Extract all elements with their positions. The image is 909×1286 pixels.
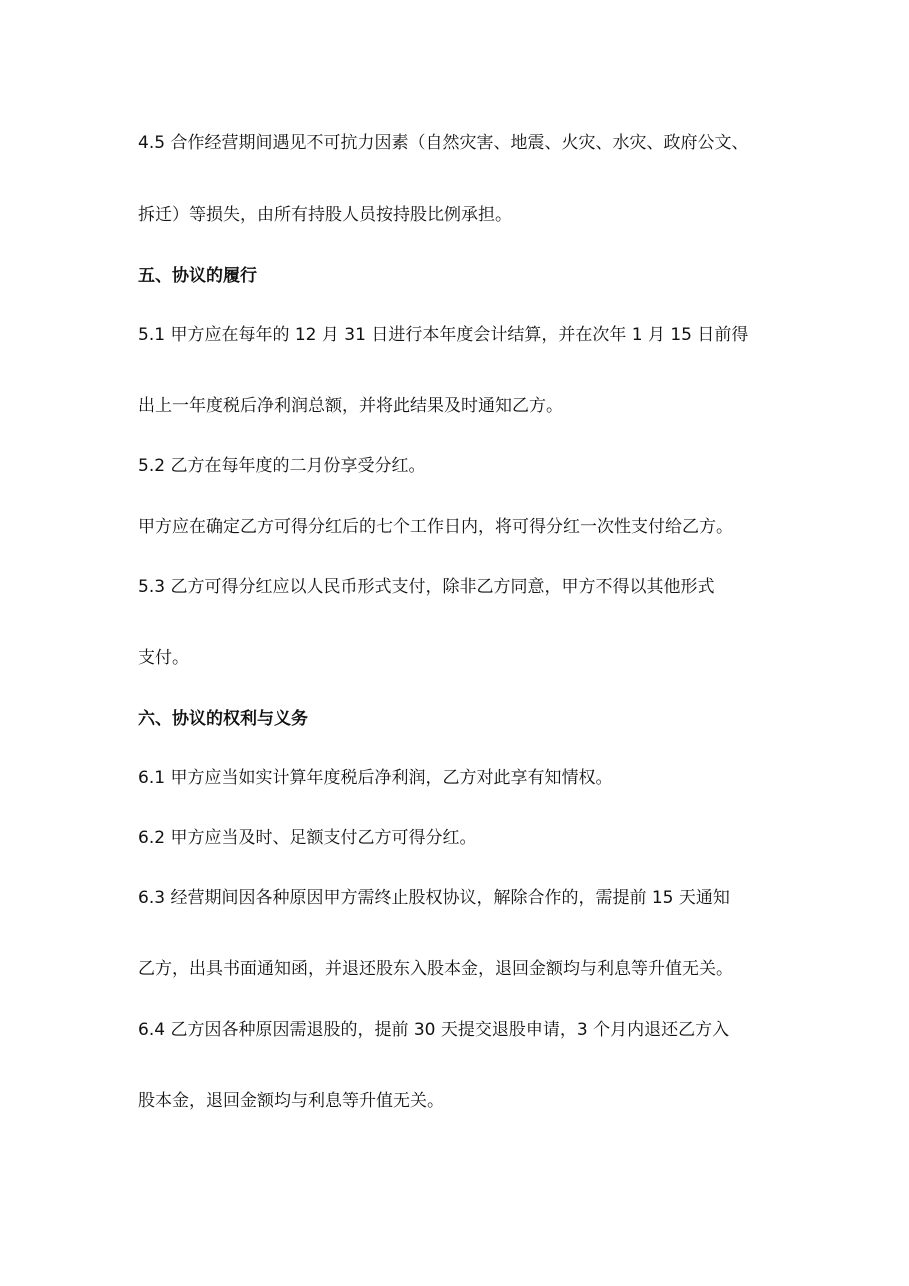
clause-5-3-line-2: 支付。 — [138, 648, 189, 668]
clause-5-1-line-1: 5.1 甲方应在每年的 12 月 31 日进行本年度会计结算，并在次年 1 月 15 日前得 — [138, 325, 749, 345]
clause-6-4-line-1: 6.4 乙方因各种原因需退股的，提前 30 天提交退股申请，3 个月内退还乙方入 — [138, 1020, 730, 1040]
clause-6-1: 6.1 甲方应当如实计算年度税后净利润，乙方对此享有知情权。 — [138, 768, 613, 788]
clause-6-3-line-1: 6.3 经营期间因各种原因甲方需终止股权协议，解除合作的，需提前 15 天通知 — [138, 888, 730, 908]
clause-4-5-line-1: 4.5 合作经营期间遇见不可抗力因素（自然灾害、地震、火灾、水灾、政府公文、 — [138, 133, 749, 153]
clause-6-2: 6.2 甲方应当及时、足额支付乙方可得分红。 — [138, 828, 477, 848]
clause-5-3-line-1: 5.3 乙方可得分红应以人民币形式支付，除非乙方同意，甲方不得以其他形式 — [138, 577, 715, 597]
clause-6-3-line-2: 乙方，出具书面通知函，并退还股东入股本金，退回金额均与利息等升值无关。 — [138, 959, 733, 979]
clause-6-4-line-2: 股本金，退回金额均与利息等升值无关。 — [138, 1091, 444, 1111]
section-5-heading: 五、协议的履行 — [138, 266, 257, 286]
clause-4-5-line-2: 拆迁）等损失，由所有持股人员按持股比例承担。 — [138, 205, 512, 225]
clause-5-1-line-2: 出上一年度税后净利润总额，并将此结果及时通知乙方。 — [138, 396, 563, 416]
clause-5-2: 5.2 乙方在每年度的二月份享受分红。 — [138, 456, 426, 476]
clause-5-2-payment: 甲方应在确定乙方可得分红后的七个工作日内，将可得分红一次性支付给乙方。 — [138, 517, 733, 537]
section-6-heading: 六、协议的权利与义务 — [138, 709, 308, 729]
